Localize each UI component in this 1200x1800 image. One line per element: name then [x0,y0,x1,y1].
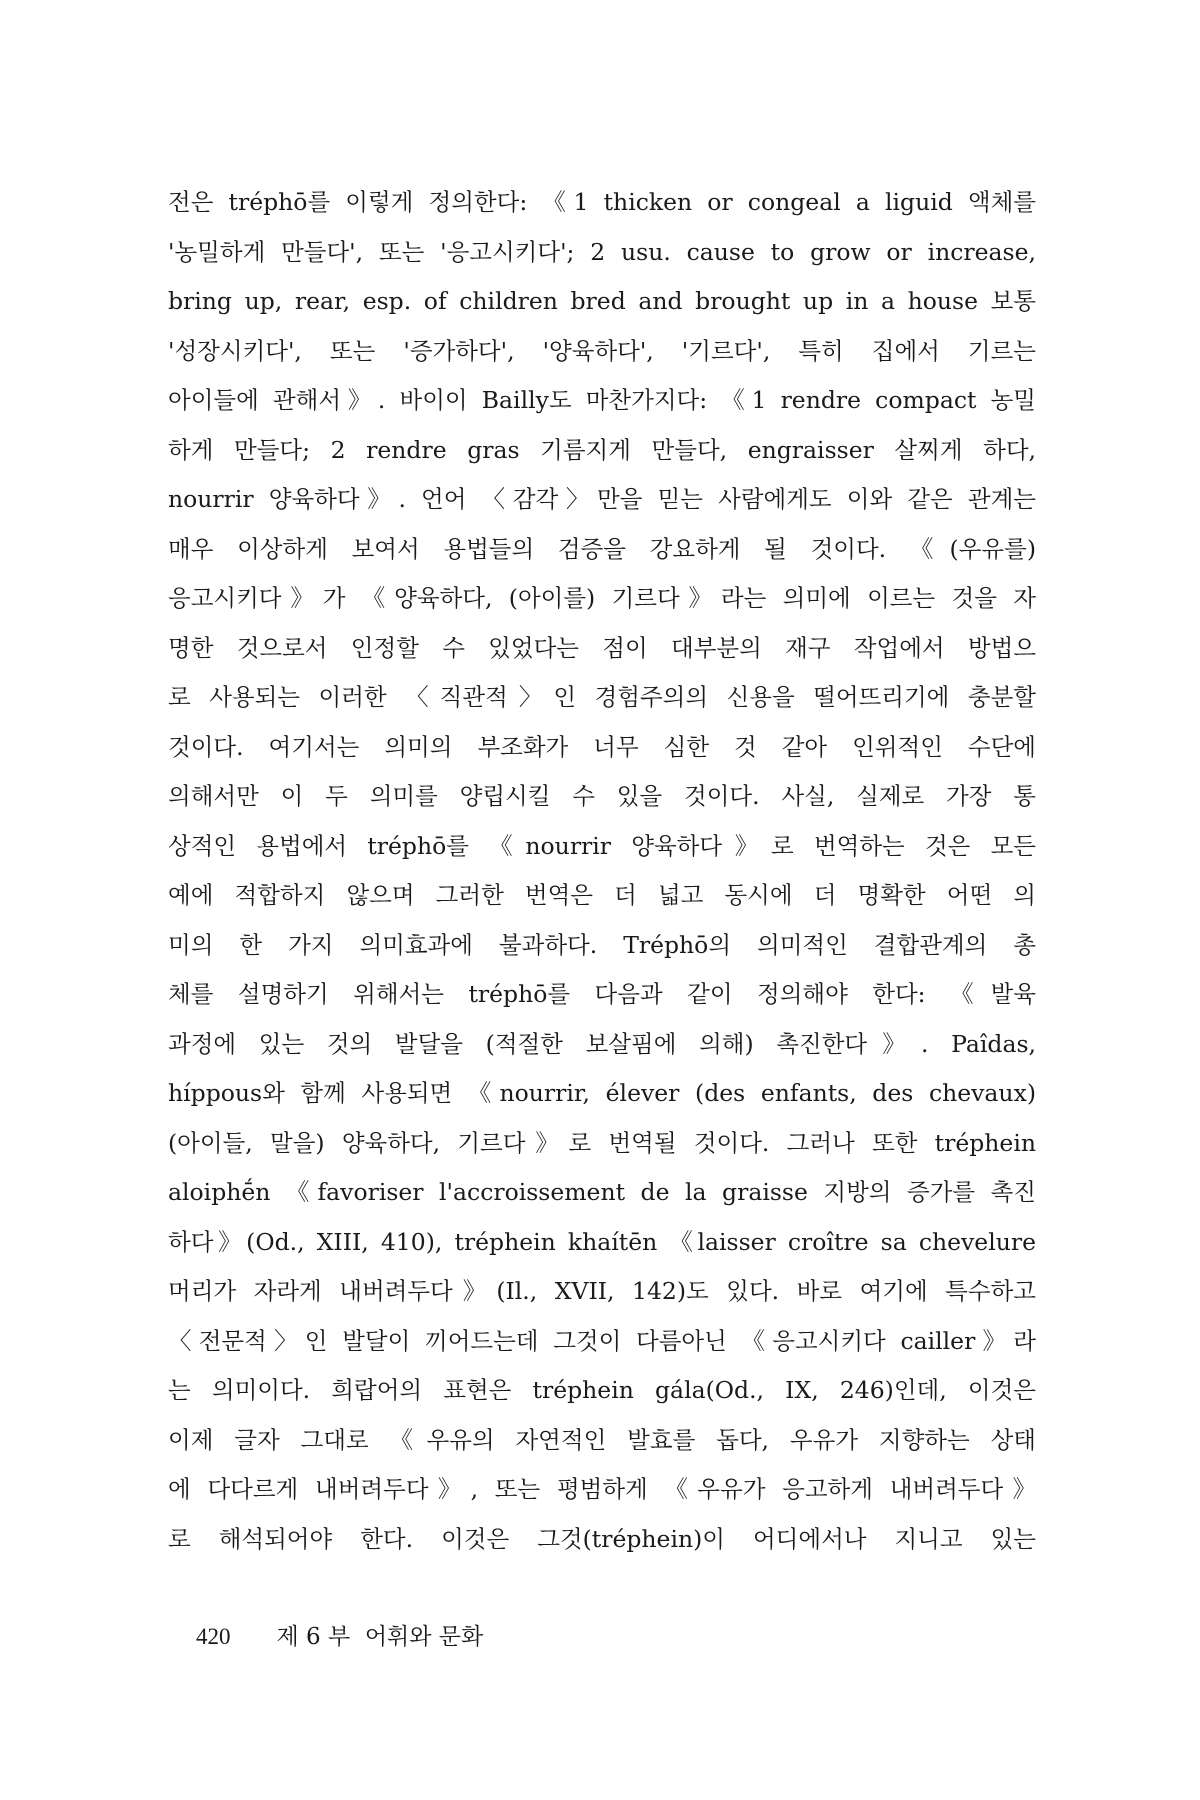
text-line: (아이들, 말을) 양육하다, 기르다》로 번역될 것이다. 그러나 또한 tréphein [168,1128,1036,1157]
text-line: 하게 만들다; 2 rendre gras 기름지게 만들다, engraisser 살찌게 하다, [168,435,1036,464]
text-line: 명한 것으로서 인정할 수 있었다는 점이 대부분의 재구 작업에서 방법으 [168,633,1036,662]
text-line: 하다》(Od., XIII, 410), tréphein khaítēn 《laisser croître sa chevelure [168,1227,1036,1256]
text-line: 체를 설명하기 위해서는 tréphō를 다음과 같이 정의해야 한다: 《발육 [168,980,1036,1008]
text-line: 는 의미이다. 희랍어의 표현은 tréphein gála(Od., IX, 246)인데, 이것은 [168,1376,1036,1404]
text-line: 이제 글자 그대로 《우유의 자연적인 발효를 돕다, 우유가 지향하는 상태 [168,1425,1036,1454]
body-text [168,178,1036,1564]
text-line: 것이다. 여기서는 의미의 부조화가 너무 심한 것 같아 인위적인 수단에 [168,732,1036,761]
text-line: '농밀하게 만들다', 또는 '응고시키다'; 2 usu. cause to grow or increase, [168,237,1036,266]
part-label: 제 6 부 [276,1624,351,1650]
text-line: 예에 적합하지 않으며 그러한 번역은 더 넓고 동시에 더 명확한 어떤 의 [168,881,1036,909]
section-label: 어휘와 문화 [364,1624,484,1650]
text-line: 전은 tréphō를 이렇게 정의한다: 《1 thicken or congeal a liguid 액체를 [168,188,1036,216]
text-line: 상적인 용법에서 tréphō를 《nourrir 양육하다》로 번역하는 것은 모든 [168,831,1036,860]
text-line: 매우 이상하게 보여서 용법들의 검증을 강요하게 될 것이다. 《(우유를) [168,534,1036,563]
text-line: aloiphḗn 《favoriser l'accroissement de la graisse 지방의 증가를 촉진 [168,1178,1036,1206]
text-line: 응고시키다》가 《양육하다, (아이를) 기르다》라는 의미에 이르는 것을 자 [168,584,1036,612]
text-line: nourrir 양육하다》. 언어 〈감각〉만을 믿는 사람에게도 이와 같은 관계는 [168,485,1036,513]
text-line: 〈전문적〉인 발달이 끼어드는데 그것이 다름아닌 《응고시키다 cailler》라 [168,1326,1036,1355]
text-line: '성장시키다', 또는 '증가하다', '양육하다', '기르다', 특히 집에서 기르는 [168,336,1036,365]
page-footer [196,1618,483,1651]
text-line: 로 사용되는 이러한 〈직관적〉인 경험주의의 신용을 떨어뜨리기에 충분할 [168,683,1036,711]
text-line: 미의 한 가지 의미효과에 불과하다. Tréphō의 의미적인 결합관계의 총 [168,930,1036,959]
text-line: bring up, rear, esp. of children bred and brought up in a house 보통 [168,287,1036,315]
text-line: 과정에 있는 것의 발달을 (적절한 보살핌에 의해) 촉진한다》. Paîdas, [168,1029,1036,1058]
page-number: 420 [196,1624,231,1649]
text-line: 아이들에 관해서》. 바이이 Bailly도 마찬가지다: 《1 rendre compact 농밀 [168,386,1036,414]
text-line: 머리가 자라게 내버려두다》(Il., XVII, 142)도 있다. 바로 여기에 특수하고 [168,1277,1036,1305]
text-line: híppous와 함께 사용되면 《nourrir, élever (des enfants, des chevaux) [168,1079,1036,1107]
text-line: 로 해석되어야 한다. 이것은 그것(tréphein)이 어디에서나 지니고 있는 [168,1524,1036,1553]
text-line: 의해서만 이 두 의미를 양립시킬 수 있을 것이다. 사실, 실제로 가장 통 [168,782,1036,810]
text-line: 에 다다르게 내버려두다》, 또는 평범하게 《우유가 응고하게 내버려두다》 [168,1475,1036,1503]
